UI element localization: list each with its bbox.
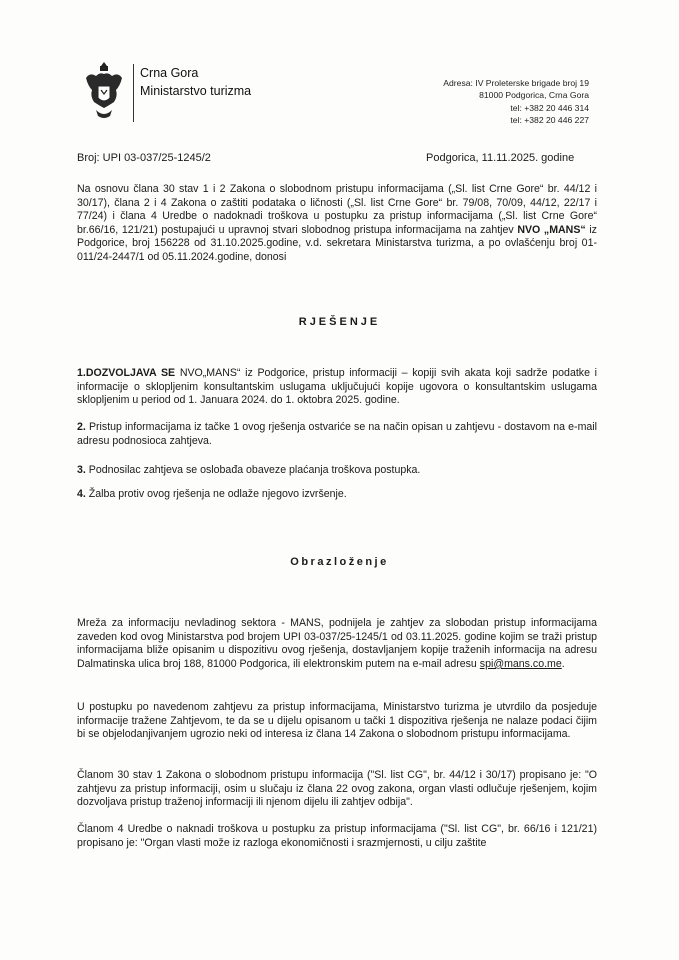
phone-2: tel: +382 20 446 227 <box>510 114 589 125</box>
item-number: 3. <box>77 464 86 476</box>
decision-item-4 <box>77 488 597 502</box>
intro-paragraph <box>77 183 597 265</box>
item-number: 1. <box>77 367 86 379</box>
decision-item-2 <box>77 421 597 448</box>
address-line: Adresa: IV Proleterske brigade broj 19 <box>443 78 589 88</box>
intro-organization: NVO „MANS“ <box>517 223 586 236</box>
item-number: 2. <box>77 421 86 433</box>
document-date: Podgorica, 11.11.2025. godine <box>426 152 575 164</box>
item-text: Pristup informacijama iz tačke 1 ovog rješenja ostvariće se na način opisan u zahtjevu - dostavom na e-mail adresu podnosioca zahtjeva. <box>77 421 597 447</box>
item-text: Podnosilac zahtjeva se oslobađa obaveze plaćanja troškova postupka. <box>88 464 421 476</box>
organization-block <box>140 64 251 100</box>
reasoning-paragraph-2: U postupku po navedenom zahtjevu za pristup informacijama, Ministarstvo turizma je utvrdilo da posjeduje informacije tražene Zahtjevom, te da se u dijelu opisanom u tački 1 dispozitiva rješenja ne nalaze podaci čijim bi se objelodanjivanjem ugrozio neki od interesa iz člana 14 Zakona o slobodnom pristupu informacijama. <box>77 701 597 741</box>
item-bold: DOZVOLJAVA SE <box>85 367 176 379</box>
document-number: Broj: UPI 03-037/25-1245/2 <box>77 152 211 164</box>
paragraph-end: . <box>561 657 565 670</box>
item-text: NVO„MANS“ iz Podgorice, pristup informaciji – kopiji svih akata koji sadrže podatke i informacije o sklopljenim konsultantskim uslugama uključujući kopije ugovora o konsultantskim uslugama sklopljenim u period od 1. Januara 2024. do 1. oktobra 2025. godine. <box>77 367 598 407</box>
address-city: 81000 Podgorica, Crna Gora <box>479 90 589 101</box>
intro-rest: iz Podgorice, broj 156228 od 31.10.2025.godine, v.d. sekretara Ministarstva turizma, a po ovlašćenju broj 01-011/24-2447/1 od 05.11.2024.godine, donosi <box>77 223 597 263</box>
address-block <box>443 77 589 126</box>
paragraph-text: Mreža za informaciju nevladinog sektora - MANS, podnijela je zahtjev za slobodan pristup informacijama zaveden kod ovog Ministarstva pod brojem UPI 03-037/25-1245/1 od 03.11.2025. godine kojim se traži pristup informacijama bliže opisanim u dispozitivu ovog rješenja, dostavljanjem kopije traženih informacija na adresu Dalmatinska ulica broj 188, 81000 Podgorica, ili elektronskim putem na e-mail adresu <box>77 617 597 670</box>
reasoning-paragraph-4: Članom 4 Uredbe o naknadi troškova u postupku za pristup informacijama ("Sl. list CG", br. 66/16 i 121/21) propisano je: "Organ vlasti može iz razloga ekonomičnosti i srazmjernosti, u cilju zaštite <box>77 823 597 849</box>
coat-of-arms-icon <box>82 60 126 122</box>
decision-title: RJEŠENJE <box>298 316 381 328</box>
ministry-name: Ministarstvo turizma <box>140 84 252 98</box>
intro-text: Na osnovu člana 30 stav 1 i 2 Zakona o slobodnom pristupu informacijama („Sl. list Crne Gore“ br. 44/12 i 30/17), člana 2 i 4 Zakona o zaštiti podataka o ličnosti („Sl. list Crne Gore“ br. 79/08, 70/09, 44/12, 22/17 i 77/24) i člana 4 Uredbe o nadoknadi troškova u postupku za pristup informacijama („Sl. list Crne Gore“ br.66/16, 121/21) postupajući u upravnoj stvari slobodnog pristupa informacijama na zahtjev <box>77 183 597 236</box>
header-divider <box>133 64 134 122</box>
reasoning-paragraph-3: Članom 30 stav 1 Zakona o slobodnom pristupu informacija ("Sl. list CG", br. 44/12 i 30/17) propisano je: "O zahtjevu za pristup informaciji, osim u slučaju iz člana 22 ovog zakona, organ vlasti odlučuje rješenjem, kojim dozvoljava pristup traženoj informaciji ili njenom dijelu ili zahtjev odbija". <box>77 769 597 809</box>
decision-item-3 <box>77 464 597 478</box>
reasoning-title: Obrazloženje <box>290 556 389 568</box>
email-link[interactable]: spi@mans.co.me <box>479 657 562 670</box>
country-name: Crna Gora <box>140 66 199 80</box>
item-number: 4. <box>77 488 86 500</box>
reasoning-paragraph-1 <box>77 617 597 671</box>
phone-1: tel: +382 20 446 314 <box>510 102 589 113</box>
decision-item-1 <box>77 367 597 408</box>
item-text: Žalba protiv ovog rješenja ne odlaže njegovo izvršenje. <box>88 488 347 500</box>
